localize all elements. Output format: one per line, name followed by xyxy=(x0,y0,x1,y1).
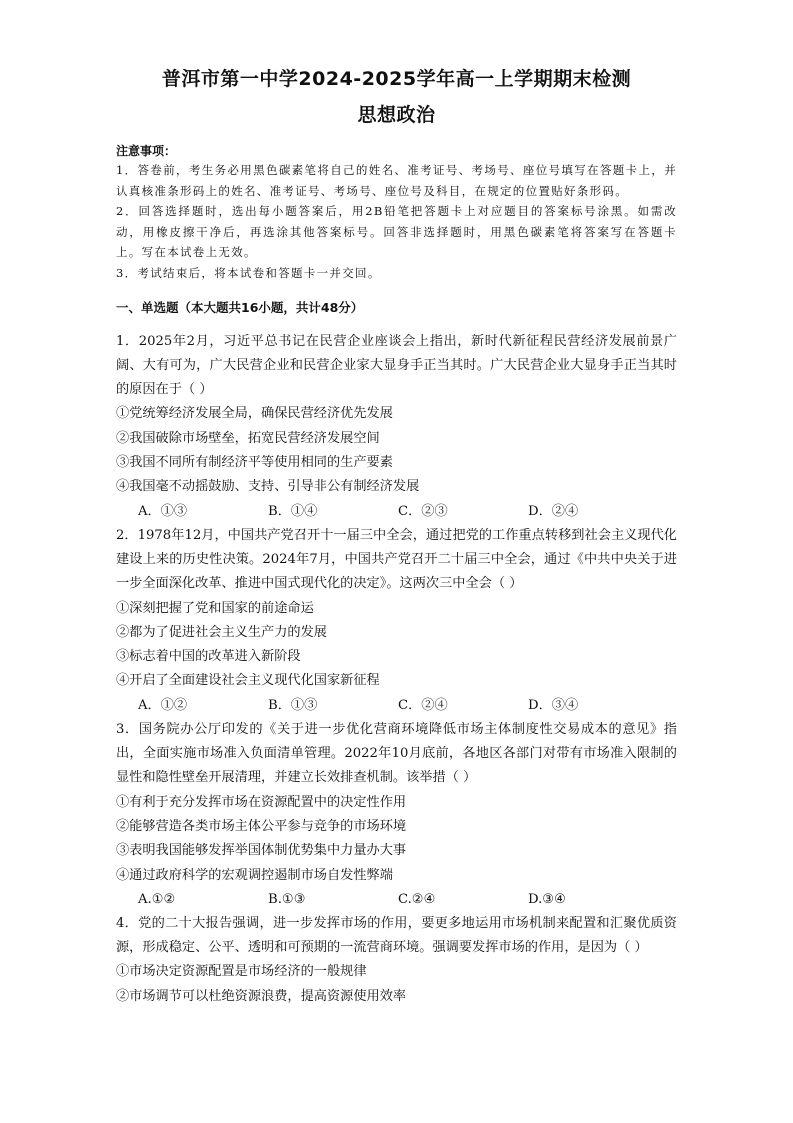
question-2 xyxy=(116,524,677,718)
exam-subject: 思想政治 xyxy=(357,104,436,126)
statement-option: ②能够营造各类市场主体公平参与竞争的市场环境 xyxy=(116,818,407,834)
notice-item: 1．答卷前，考生务必用黑色碳素笔将自己的姓名、准考证号、考场号、座位号填写在答题卡上，并认真核准条形码上的姓名、准考证号、考场号、座位号及科目，在规定的位置贴好条形码。 xyxy=(116,163,677,198)
statement-option: ③我国不同所有制经济平等使用相同的生产要素 xyxy=(116,455,393,471)
question-stem: 1．2025年2月，习近平总书记在民营企业座谈会上指出，新时代新征程民营经济发展前景广阔、大有可为，广大民营企业和民营企业家大显身手正当其时。广大民营企业大显身手正当其时的原因在于（ ） xyxy=(116,333,677,398)
exam-title: 普洱市第一中学2024-2025学年高一上学期期末检测 xyxy=(161,68,632,90)
choice-a: A.①② xyxy=(138,891,176,907)
statement-option: ④开启了全面建设社会主义现代化国家新征程 xyxy=(116,673,380,689)
choice-d: D.③④ xyxy=(528,891,566,907)
question-stem: 3．国务院办公厅印发的《关于进一步优化营商环境降低市场主体制度性交易成本的意见》指出，全面实施市场准入负面清单管理。2022年10月底前，各地区各部门对带有市场准入限制的显性和隐性壁垒开展清理，并建立长效排查机制。该举措（ ） xyxy=(116,721,677,786)
choice-a: A．①② xyxy=(138,697,188,713)
question-3 xyxy=(116,718,677,912)
statement-option: ②我国破除市场壁垒，拓宽民营经济发展空间 xyxy=(116,430,380,446)
question-stem: 4．党的二十大报告强调，进一步发挥市场的作用，要更多地运用市场机制来配置和汇聚优质资源，形成稳定、公平、透明和可预期的一流营商环境。强调要发挥市场的作用，是因为（ ） xyxy=(116,915,677,956)
statement-option: ②市场调节可以杜绝资源浪费，提高资源使用效率 xyxy=(116,988,407,1004)
statement-option: ④我国毫不动摇鼓励、支持、引导非公有制经济发展 xyxy=(116,479,420,495)
statement-option: ①市场决定资源配置是市场经济的一般规律 xyxy=(116,964,367,980)
answer-choices xyxy=(116,694,677,718)
statement-option: ②都为了促进社会主义生产力的发展 xyxy=(116,624,327,640)
choice-d: D．③④ xyxy=(528,697,579,713)
answer-choices xyxy=(116,500,677,524)
statement-option: ④通过政府科学的宏观调控遏制市场自发性弊端 xyxy=(116,867,393,883)
question-1 xyxy=(116,330,677,524)
choice-a: A．①③ xyxy=(138,503,188,519)
choice-d: D．②④ xyxy=(528,503,579,519)
statement-option: ①深刻把握了党和国家的前途命运 xyxy=(116,600,314,616)
statement-option: ①有利于充分发挥市场在资源配置中的决定性作用 xyxy=(116,794,407,810)
question-4 xyxy=(116,912,677,1009)
choice-b: B.①③ xyxy=(268,891,306,907)
choice-c: C．②④ xyxy=(398,697,448,713)
answer-choices xyxy=(116,888,677,912)
statement-option: ③表明我国能够发挥举国体制优势集中力量办大事 xyxy=(116,843,407,859)
question-stem: 2．1978年12月，中国共产党召开十一届三中全会，通过把党的工作重点转移到社会主义现代化建设上来的历史性决策。2024年7月，中国共产党召开二十届三中全会，通过《中共中央关于进一步全面深化改革、推进中国式现代化的决定》。这两次三中全会（ ） xyxy=(116,527,677,592)
section-title: 一、单选题（本大题共16小题，共计48分） xyxy=(116,299,364,315)
choice-c: C.②④ xyxy=(398,891,436,907)
choice-b: B．①④ xyxy=(268,503,318,519)
choice-c: C．②③ xyxy=(398,503,448,519)
statement-option: ③标志着中国的改革进入新阶段 xyxy=(116,649,301,665)
notice-heading: 注意事项： xyxy=(116,144,177,158)
notice-item: 2．回答选择题时，选出每小题答案后，用2B铅笔把答题卡上对应题目的答案标号涂黑。如需改动，用橡皮擦干净后，再选涂其他答案标号。回答非选择题时，用黑色碳素笔将答案写在答题卡上。写在本试卷上无效。 xyxy=(116,204,677,260)
notice-item: 3．考试结束后，将本试卷和答题卡一并交回。 xyxy=(116,265,381,280)
choice-b: B．①③ xyxy=(268,697,318,713)
statement-option: ①党统筹经济发展全局，确保民营经济优先发展 xyxy=(116,406,393,422)
